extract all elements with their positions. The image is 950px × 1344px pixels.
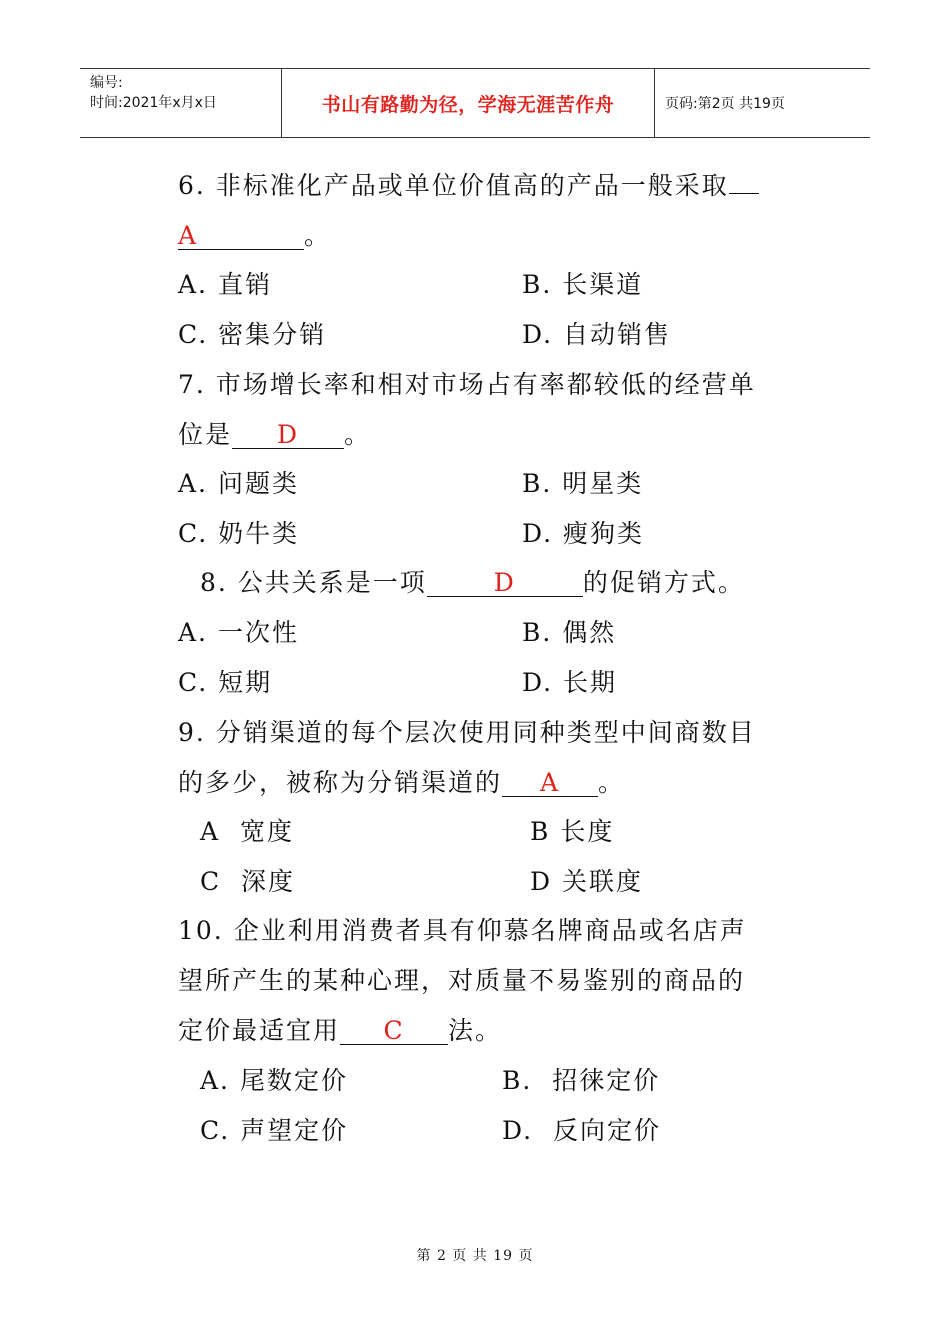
- header-page-info: 页码:第2页 共19页: [665, 96, 785, 112]
- q6-option-a: A. 直销: [178, 270, 272, 299]
- question-10-line2: 望所产生的某种心理，对质量不易鉴别的商品的: [178, 966, 746, 995]
- question-10-line3: 定价最适宜用 C 法。: [178, 1016, 503, 1045]
- q9-option-c: C 深度: [200, 867, 296, 896]
- q6-option-d: D. 自动销售: [522, 320, 672, 349]
- answer-10: C: [340, 1018, 448, 1045]
- q9-option-b: B 长度: [530, 817, 615, 846]
- q10-option-c: C. 声望定价: [200, 1116, 349, 1145]
- question-7-line2: 位是 D 。: [178, 420, 372, 449]
- q9-option-a: A 宽度: [200, 817, 294, 846]
- q7-option-d: D. 瘦狗类: [522, 519, 645, 548]
- q10-option-b: B. 招徕定价: [502, 1066, 661, 1095]
- answer-7: D: [232, 422, 344, 449]
- answer-blank: [729, 193, 759, 194]
- question-9-line2: 的多少，被称为分销渠道的 A 。: [178, 768, 626, 797]
- q7-option-b: B. 明星类: [522, 469, 644, 498]
- q9-option-d: D 关联度: [530, 867, 643, 896]
- page-footer: 第 2 页 共 19 页: [416, 1248, 534, 1264]
- answer-8: D: [427, 570, 583, 597]
- number-label: 编号:: [90, 75, 123, 91]
- question-6-line2: A 。: [178, 221, 332, 250]
- q8-option-c: C. 短期: [178, 668, 273, 697]
- question-10-line1: 10. 企业利用消费者具有仰慕名牌商品或名店声: [178, 916, 747, 945]
- q8-option-d: D. 长期: [522, 668, 618, 697]
- q7-option-a: A. 问题类: [178, 469, 299, 498]
- question-6-line1: 6. 非标准化产品或单位价值高的产品一般采取: [178, 171, 759, 201]
- question-9-line1: 9. 分销渠道的每个层次使用同种类型中间商数目: [178, 718, 756, 747]
- header-meta: [80, 69, 282, 137]
- q10-option-a: A. 尾数定价: [200, 1066, 348, 1095]
- page-header: [80, 68, 870, 138]
- date-label: 时间:2021年x月x日: [90, 95, 217, 111]
- q8-option-b: B. 偶然: [522, 618, 617, 647]
- question-8-line1: 8. 公共关系是一项 D 的促销方式。: [200, 568, 745, 597]
- question-7-line1: 7. 市场增长率和相对市场占有率都较低的经营单: [178, 370, 756, 399]
- q7-option-c: C. 奶牛类: [178, 519, 300, 548]
- q6-option-b: B. 长渠道: [522, 270, 644, 299]
- q8-option-a: A. 一次性: [178, 618, 299, 647]
- q6-option-c: C. 密集分销: [178, 320, 327, 349]
- answer-9: A: [502, 770, 598, 797]
- q10-option-d: D. 反向定价: [502, 1116, 661, 1145]
- header-motto: 书山有路勤为径，学海无涯苦作舟: [282, 69, 655, 137]
- answer-6: A: [178, 223, 304, 250]
